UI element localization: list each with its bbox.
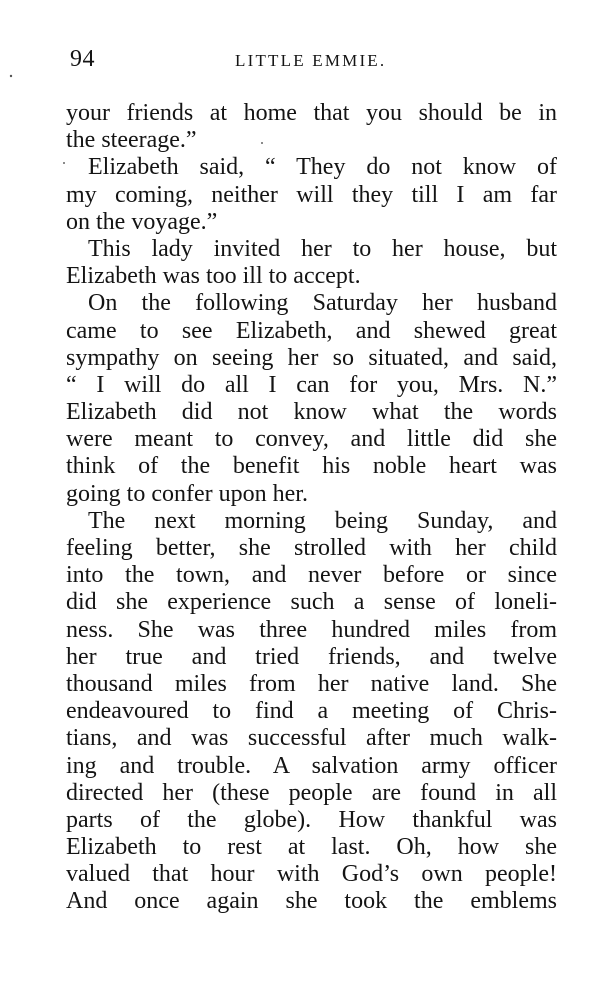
text-line: valued that hour with God’s own people!: [66, 861, 557, 888]
text-line: The next morning being Sunday, and: [88, 507, 557, 534]
text-line: And once again she took the emblems: [66, 888, 557, 915]
scan-speck: [261, 142, 263, 144]
text-line: “ I will do all I can for you, Mrs. N.”: [66, 371, 557, 398]
page-number: 94: [70, 46, 95, 72]
scan-speck: [10, 75, 12, 77]
text-line: the steerage.”: [66, 127, 197, 154]
text-line: Elizabeth did not know what the words: [66, 399, 557, 426]
text-line: came to see Elizabeth, and shewed great: [66, 317, 557, 344]
text-line: Elizabeth to rest at last. Oh, how she: [66, 834, 557, 861]
text-line: my coming, neither will they till I am far: [66, 181, 557, 208]
text-line: think of the benefit his noble heart was: [66, 453, 557, 480]
scan-speck: [63, 162, 65, 164]
text-line: ing and trouble. A salvation army officer: [66, 752, 557, 779]
text-line: ness. She was three hundred miles from: [66, 616, 557, 643]
text-line: your friends at home that you should be in: [66, 100, 557, 126]
text-line: thousand miles from her native land. She: [66, 670, 557, 697]
text-line: feeling better, she strolled with her child: [66, 535, 557, 561]
text-line: sympathy on seeing her so situated, and said,: [66, 344, 557, 371]
text-line: tians, and was successful after much walk-: [66, 725, 557, 752]
text-line: did she experience such a sense of loneli-: [66, 589, 557, 616]
text-line: going to confer upon her.: [66, 480, 308, 507]
text-line: her true and tried friends, and twelve: [66, 643, 557, 670]
text-line: parts of the globe). How thankful was: [66, 806, 557, 833]
text-line: endeavoured to find a meeting of Chris-: [66, 698, 557, 725]
text-line: Elizabeth said, “ They do not know of: [88, 154, 557, 181]
text-line: were meant to convey, and little did she: [66, 426, 557, 453]
text-line: This lady invited her to her house, but: [88, 235, 557, 262]
text-line: directed her (these people are found in all: [66, 779, 557, 806]
text-line: On the following Saturday her husband: [88, 290, 557, 317]
text-line: into the town, and never before or since: [66, 562, 557, 589]
running-head: LITTLE EMMIE.: [235, 51, 387, 70]
text-line: Elizabeth was too ill to accept.: [66, 263, 361, 290]
text-line: on the voyage.”: [66, 208, 218, 235]
